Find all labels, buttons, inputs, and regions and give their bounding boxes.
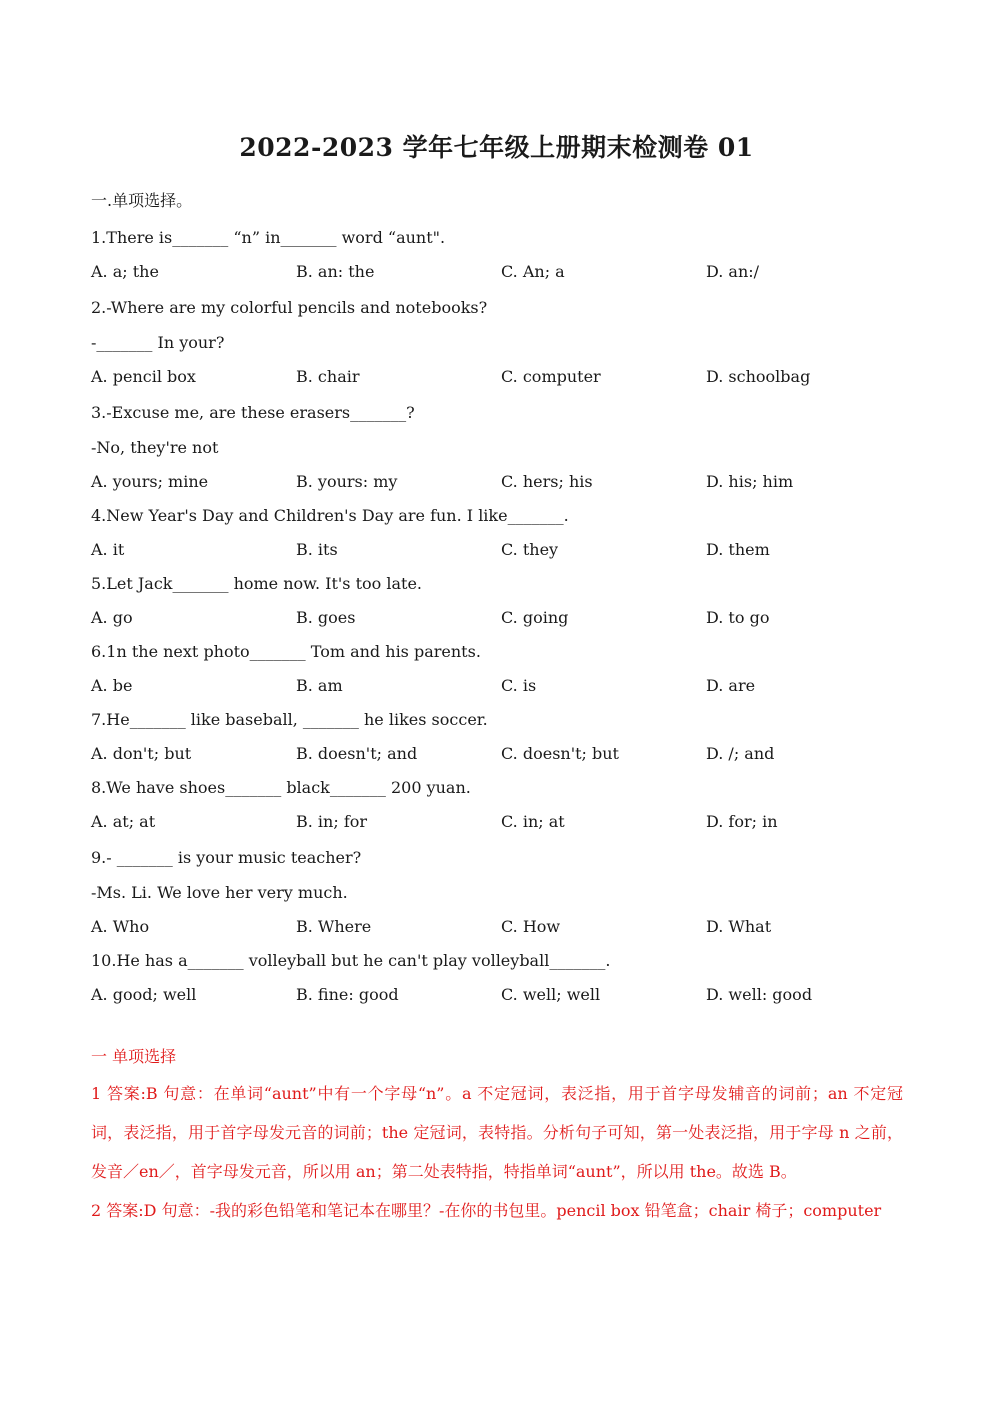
option-a: A. a; the (91, 262, 159, 281)
option-d: D. schoolbag (706, 367, 811, 386)
option-a: A. pencil box (91, 367, 196, 386)
question-stem: 2.-Where are my colorful pencils and notebooks? (91, 298, 488, 317)
option-row (91, 533, 911, 567)
question-item (91, 771, 911, 839)
option-d: D. What (706, 917, 772, 936)
option-row (91, 255, 911, 289)
question-stem: 3.-Excuse me, are these erasers_______? (91, 403, 415, 422)
option-a: A. it (91, 540, 125, 559)
question-stem: 5.Let Jack_______ home now. It's too late. (91, 574, 423, 593)
option-row (91, 978, 911, 1012)
option-d: D. an:/ (706, 262, 760, 281)
option-a: A. Who (91, 917, 150, 936)
option-row (91, 805, 911, 839)
question-item (91, 839, 911, 944)
option-d: D. them (706, 540, 770, 559)
question-dialogue-line: -No, they're not (91, 438, 219, 457)
question-stem: 9.- _______ is your music teacher? (91, 848, 362, 867)
option-b: B. doesn't; and (296, 744, 418, 763)
option-c: C. in; at (501, 812, 565, 831)
option-d: D. are (706, 676, 756, 695)
option-c: C. is (501, 676, 537, 695)
option-b: B. yours: my (296, 472, 398, 491)
option-d: D. for; in (706, 812, 778, 831)
option-b: B. its (296, 540, 338, 559)
option-c: C. How (501, 917, 561, 936)
option-c: C. An; a (501, 262, 565, 281)
question-stem: 4.New Year's Day and Children's Day are fun. I like_______. (91, 506, 569, 525)
option-row (91, 737, 911, 771)
question-item (91, 944, 911, 1012)
option-row (91, 669, 911, 703)
question-item (91, 394, 911, 499)
option-d: D. well: good (706, 985, 813, 1004)
option-c: C. going (501, 608, 569, 627)
option-row (91, 601, 911, 635)
page-title: 2022-2023 学年七年级上册期末检测卷 01 (239, 133, 754, 162)
option-c: C. they (501, 540, 559, 559)
question-item (91, 635, 911, 703)
option-a: A. go (91, 608, 133, 627)
option-row (91, 465, 911, 499)
answer-item: 2 答案:D 句意：-我的彩色铅笔和笔记本在哪里？-在你的书包里。pencil box 铅笔盒；chair 椅子；computer (91, 1201, 882, 1220)
question-item (91, 703, 911, 771)
option-c: C. doesn't; but (501, 744, 619, 763)
option-b: B. chair (296, 367, 360, 386)
option-b: B. fine: good (296, 985, 399, 1004)
option-c: C. well; well (501, 985, 601, 1004)
option-row (91, 360, 911, 394)
option-b: B. am (296, 676, 343, 695)
option-a: A. be (91, 676, 133, 695)
option-b: B. in; for (296, 812, 368, 831)
option-a: A. at; at (91, 812, 156, 831)
option-a: A. yours; mine (91, 472, 209, 491)
option-c: C. computer (501, 367, 601, 386)
answer-item: 1 答案:B 句意：在单词“aunt”中有一个字母“n”。a 不定冠词，表泛指，用于首字母发辅音的词前；an 不定冠词，表泛指，用于首字母发元音的词前；the 定冠词，表特指。分析句子可知，第一处表泛指，用于字母 n 之前，发音／en／，首字母发元音，所以用 an；第二处表特指，特指单词“aunt”，所以用 the。故选 B。 (91, 1084, 903, 1181)
question-item (91, 499, 911, 567)
answer-heading: 一 单项选择 (91, 1047, 177, 1066)
option-a: A. don't; but (91, 744, 192, 763)
question-stem: 6.1n the next photo_______ Tom and his parents. (91, 642, 481, 661)
option-d: D. /; and (706, 744, 775, 763)
option-b: B. an: the (296, 262, 375, 281)
question-stem: 1.There is_______ “n” in_______ word “aunt". (91, 228, 446, 247)
answer-section (91, 1040, 903, 1230)
question-list (91, 221, 911, 1012)
question-dialogue-line: -_______ In your? (91, 333, 225, 352)
option-b: B. Where (296, 917, 372, 936)
question-item (91, 289, 911, 394)
option-d: D. to go (706, 608, 770, 627)
question-stem: 10.He has a_______ volleyball but he can't play volleyball_______. (91, 951, 611, 970)
option-row (91, 910, 911, 944)
question-dialogue-line: -Ms. Li. We love her very much. (91, 883, 348, 902)
option-b: B. goes (296, 608, 356, 627)
question-item (91, 567, 911, 635)
question-item (91, 221, 911, 289)
option-d: D. his; him (706, 472, 794, 491)
question-stem: 7.He_______ like baseball, _______ he likes soccer. (91, 710, 488, 729)
option-a: A. good; well (91, 985, 197, 1004)
section-heading: 一.单项选择。 (91, 191, 193, 210)
question-stem: 8.We have shoes_______ black_______ 200 yuan. (91, 778, 471, 797)
option-c: C. hers; his (501, 472, 593, 491)
